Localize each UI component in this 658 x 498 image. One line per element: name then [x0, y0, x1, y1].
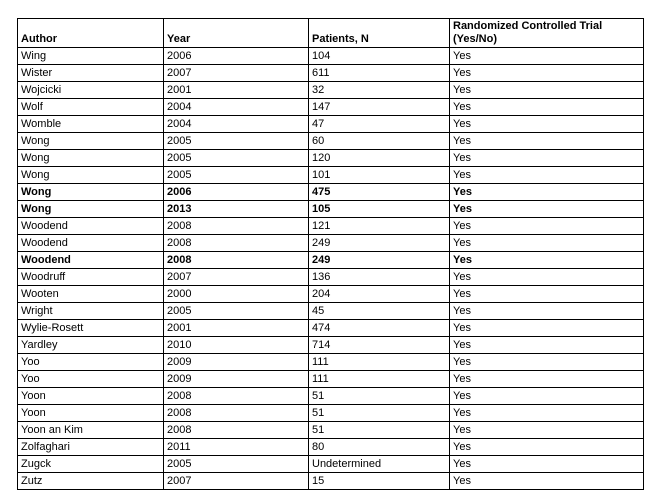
cell-rct: Yes — [450, 201, 644, 218]
cell-patients: 45 — [309, 303, 450, 320]
cell-year: 2013 — [164, 201, 309, 218]
cell-patients: Undetermined — [309, 456, 450, 473]
cell-rct: Yes — [450, 422, 644, 439]
cell-year: 2008 — [164, 235, 309, 252]
cell-author: Wong — [18, 201, 164, 218]
cell-author: Wong — [18, 184, 164, 201]
cell-author: Woodend — [18, 218, 164, 235]
cell-author: Wooten — [18, 286, 164, 303]
cell-author: Zolfaghari — [18, 439, 164, 456]
cell-author: Wong — [18, 133, 164, 150]
table-row — [18, 150, 644, 167]
cell-author: Woodend — [18, 235, 164, 252]
cell-rct: Yes — [450, 286, 644, 303]
cell-year: 2006 — [164, 48, 309, 65]
cell-rct: Yes — [450, 48, 644, 65]
cell-patients: 51 — [309, 388, 450, 405]
table-row — [18, 235, 644, 252]
cell-author: Woodend — [18, 252, 164, 269]
cell-patients: 111 — [309, 371, 450, 388]
cell-rct: Yes — [450, 167, 644, 184]
table-row — [18, 167, 644, 184]
cell-author: Wolf — [18, 99, 164, 116]
cell-year: 2008 — [164, 252, 309, 269]
cell-author: Yoo — [18, 354, 164, 371]
cell-patients: 204 — [309, 286, 450, 303]
cell-author: Wong — [18, 150, 164, 167]
table-row — [18, 405, 644, 422]
cell-patients: 474 — [309, 320, 450, 337]
table-row — [18, 184, 644, 201]
col-header-patients: Patients, N — [309, 19, 450, 48]
cell-patients: 147 — [309, 99, 450, 116]
cell-year: 2004 — [164, 116, 309, 133]
cell-rct: Yes — [450, 150, 644, 167]
cell-year: 2005 — [164, 167, 309, 184]
cell-year: 2005 — [164, 150, 309, 167]
cell-year: 2007 — [164, 269, 309, 286]
table-row — [18, 82, 644, 99]
cell-rct: Yes — [450, 133, 644, 150]
table-row — [18, 388, 644, 405]
table-row — [18, 473, 644, 490]
table-row — [18, 456, 644, 473]
cell-year: 2005 — [164, 303, 309, 320]
cell-patients: 105 — [309, 201, 450, 218]
cell-author: Wong — [18, 167, 164, 184]
cell-patients: 121 — [309, 218, 450, 235]
col-header-year: Year — [164, 19, 309, 48]
cell-rct: Yes — [450, 99, 644, 116]
cell-rct: Yes — [450, 116, 644, 133]
cell-year: 2005 — [164, 456, 309, 473]
table-row — [18, 65, 644, 82]
cell-rct: Yes — [450, 405, 644, 422]
cell-year: 2008 — [164, 388, 309, 405]
cell-patients: 611 — [309, 65, 450, 82]
cell-patients: 714 — [309, 337, 450, 354]
cell-rct: Yes — [450, 235, 644, 252]
table-body — [18, 48, 644, 490]
table-row — [18, 218, 644, 235]
cell-patients: 120 — [309, 150, 450, 167]
table-row — [18, 269, 644, 286]
table-row — [18, 99, 644, 116]
table-row — [18, 201, 644, 218]
cell-rct: Yes — [450, 354, 644, 371]
cell-year: 2009 — [164, 371, 309, 388]
table-row — [18, 133, 644, 150]
cell-author: Wright — [18, 303, 164, 320]
cell-rct: Yes — [450, 439, 644, 456]
cell-author: Womble — [18, 116, 164, 133]
cell-patients: 104 — [309, 48, 450, 65]
cell-rct: Yes — [450, 269, 644, 286]
table-row — [18, 337, 644, 354]
table-row — [18, 252, 644, 269]
cell-year: 2008 — [164, 218, 309, 235]
cell-rct: Yes — [450, 82, 644, 99]
cell-year: 2008 — [164, 405, 309, 422]
cell-year: 2010 — [164, 337, 309, 354]
cell-patients: 32 — [309, 82, 450, 99]
cell-patients: 51 — [309, 405, 450, 422]
cell-patients: 47 — [309, 116, 450, 133]
table-row — [18, 371, 644, 388]
cell-rct: Yes — [450, 320, 644, 337]
cell-rct: Yes — [450, 65, 644, 82]
cell-year: 2000 — [164, 286, 309, 303]
cell-patients: 101 — [309, 167, 450, 184]
cell-year: 2005 — [164, 133, 309, 150]
col-header-rct: Randomized Controlled Trial (Yes/No) — [450, 19, 644, 48]
cell-patients: 249 — [309, 235, 450, 252]
cell-patients: 80 — [309, 439, 450, 456]
cell-author: Wing — [18, 48, 164, 65]
cell-rct: Yes — [450, 473, 644, 490]
table-row — [18, 354, 644, 371]
cell-author: Yoon — [18, 388, 164, 405]
cell-year: 2006 — [164, 184, 309, 201]
table-row — [18, 439, 644, 456]
cell-year: 2009 — [164, 354, 309, 371]
cell-rct: Yes — [450, 388, 644, 405]
cell-author: Wister — [18, 65, 164, 82]
table-row — [18, 422, 644, 439]
cell-year: 2007 — [164, 473, 309, 490]
cell-author: Zugck — [18, 456, 164, 473]
cell-patients: 136 — [309, 269, 450, 286]
cell-year: 2001 — [164, 320, 309, 337]
cell-year: 2004 — [164, 99, 309, 116]
table-row — [18, 320, 644, 337]
cell-author: Yardley — [18, 337, 164, 354]
cell-patients: 111 — [309, 354, 450, 371]
cell-rct: Yes — [450, 184, 644, 201]
cell-patients: 249 — [309, 252, 450, 269]
table-row — [18, 286, 644, 303]
cell-year: 2008 — [164, 422, 309, 439]
cell-rct: Yes — [450, 252, 644, 269]
cell-author: Wojcicki — [18, 82, 164, 99]
cell-rct: Yes — [450, 337, 644, 354]
cell-patients: 60 — [309, 133, 450, 150]
cell-patients: 15 — [309, 473, 450, 490]
cell-author: Woodruff — [18, 269, 164, 286]
cell-rct: Yes — [450, 303, 644, 320]
cell-author: Yoon — [18, 405, 164, 422]
studies-table — [17, 18, 644, 490]
cell-rct: Yes — [450, 371, 644, 388]
table-row — [18, 116, 644, 133]
cell-patients: 51 — [309, 422, 450, 439]
table-row — [18, 303, 644, 320]
cell-year: 2011 — [164, 439, 309, 456]
cell-year: 2001 — [164, 82, 309, 99]
cell-rct: Yes — [450, 218, 644, 235]
cell-author: Wylie-Rosett — [18, 320, 164, 337]
cell-patients: 475 — [309, 184, 450, 201]
header-row — [18, 19, 644, 48]
cell-author: Yoon an Kim — [18, 422, 164, 439]
col-header-author: Author — [18, 19, 164, 48]
cell-year: 2007 — [164, 65, 309, 82]
cell-rct: Yes — [450, 456, 644, 473]
cell-author: Yoo — [18, 371, 164, 388]
table-row — [18, 48, 644, 65]
cell-author: Zutz — [18, 473, 164, 490]
